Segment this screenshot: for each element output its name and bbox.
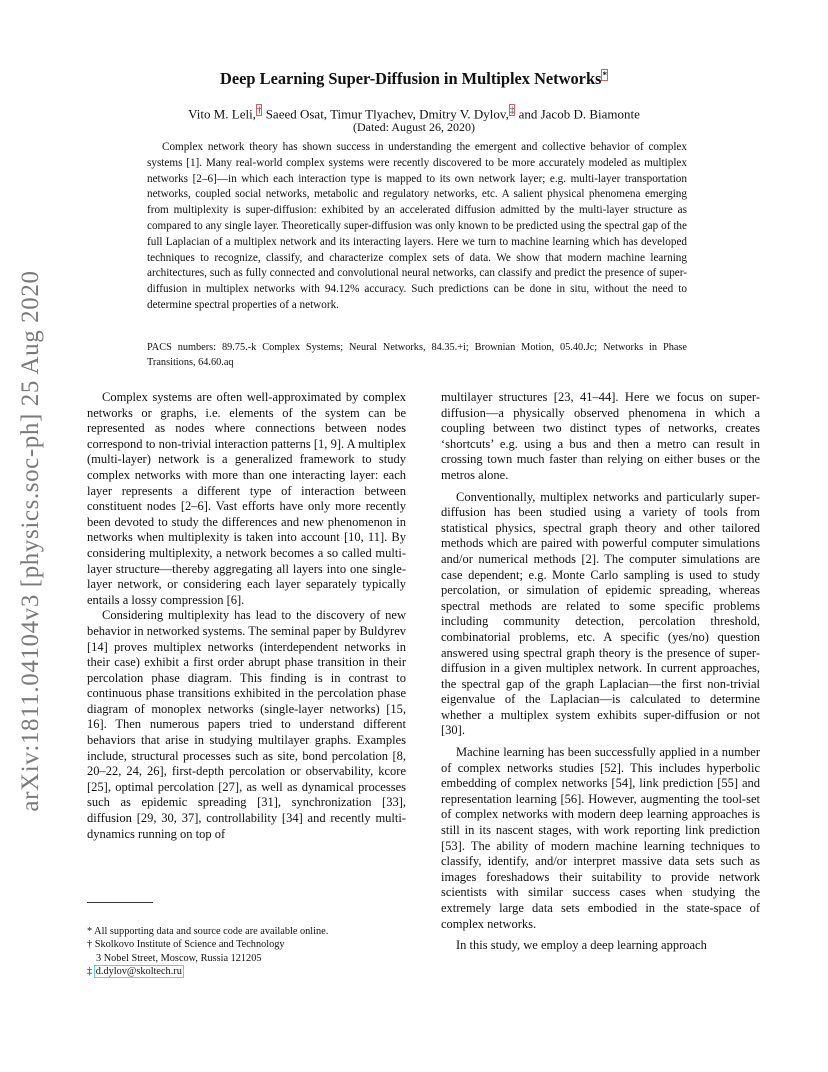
- authors-middle: Saeed Osat, Timur Tlyachev, Dmitry V. Dylov,: [262, 106, 509, 122]
- paragraph: Machine learning has been successfully applied in a number of complex networks studies [52]. This includes hyperbolic embedding of complex networks [54], link prediction [55] and representation learning [56]. However, augmenting the tool-set of complex networks with modern deep learning approaches is still in its nascent stages, with work reporting link prediction [53]. The ability of modern machine learning techniques to classify, identify, and/or interpret massive data sets such as images foreshadows their suitability to provide network scientists with similar success cases when studying the extremely large data sets embodied in the state-space of complex networks.: [441, 745, 760, 931]
- author-dylov-footnote-mark[interactable]: ‡: [509, 105, 515, 115]
- abstract: Complex network theory has shown success in understanding the emergent and collective behavior of complex systems [1]. Many real-world complex systems were recently discovered to be more accurately modeled as multiplex networks [2–6]—in which each interaction type is mapped to its own network layer; e.g. multi-layer transportation networks, coupled social networks, metabolic and regulatory networks, etc. A salient physical phenomena emerging from multiplexity is super-diffusion: exhibited by an accelerated diffusion admitted by the multi-layer structure as compared to any single layer. Theoretically super-diffusion was only known to be predicted using the spectral gap of the full Laplacian of a multiplex network and its interacting layers. Here we turn to machine learning which has developed techniques to recognize, classify, and characterize complex sets of data. We show that modern machine learning architectures, such as fully connected and convolutional neural networks, can classify and predict the presence of super-diffusion in multiplex networks with 94.12% accuracy. Such predictions can be done in situ, without the need to determine spectral properties of a network.: [147, 141, 687, 311]
- paper-title: [90, 69, 738, 89]
- paper-date: (Dated: August 26, 2020): [353, 120, 475, 134]
- paragraph: Conventionally, multiplex networks and particularly super-diffusion has been studied using a variety of tools from statistical physics, spectral graph theory and other tailored methods which are paired with powerful computer simulations and/or numerical methods [2]. The computer simulations are case dependent; e.g. Monte Carlo sampling is used to study percolation, or simulation of epidemic spreading, whereas spectral methods are related to some specific problems including community detection, percolation threshold, combinatorial problems, etc. A specific (yes/no) question answered using spectral graph theory is the presence of super-diffusion in a given multiplex network. In current approaches, the spectral gap of the graph Laplacian—the first non-trivial eigenvalue of the Laplacian—is calculated to determine whether a multiplex system exhibits super-diffusion or not [30].: [441, 489, 760, 738]
- pacs-numbers: PACS numbers: 89.75.-k Complex Systems; Neural Networks, 84.35.+i; Brownian Motion, 05.40.Jc; Networks in Phase Transitions, 64.60.aq: [147, 342, 687, 368]
- paragraph: multilayer structures [23, 41–44]. Here we focus on super-diffusion—a physically observed phenomena in which a coupling between two distinct types of networks, creates ‘shortcuts’ e.g. using a bus and then a metro can result in crossing town much faster than relying on either buses or the metros alone.: [441, 390, 760, 482]
- arxiv-identifier: arXiv:1811.04104v3 [physics.soc-ph] 25 Aug 2020: [17, 270, 44, 812]
- email-link[interactable]: d.dylov@skoltech.ru: [95, 965, 182, 977]
- arxiv-sidebar: [8, 236, 54, 846]
- authors-last: and Jacob D. Biamonte: [515, 106, 640, 122]
- title-footnote-mark[interactable]: *: [602, 69, 607, 80]
- footnote-affiliation: † Skolkovo Institute of Science and Technology: [87, 939, 285, 951]
- paragraph: Considering multiplexity has lead to the discovery of new behavior in networked systems. The seminal paper by Buldyrev [14] proves multiplex networks (interdependent networks in their case) exhibit a first order abrupt phase transition in their percolation phase diagram. This finding is in contrast to continuous phase transitions exhibited in the percolation phase diagram of monoplex networks (single-layer networks) [15, 16]. Then numerous papers tried to understand different behaviors that arise in studying multilayer graphs. Examples include, structural processes such as site, bond percolation [8, 20–22, 24, 26], first-depth percolation or observability, kcore [25], optimal percolation [27], as well as dynamical processes such as epidemic spreading [31], synchronization [33], diffusion [29, 30, 37], controllability [34] and recently multi-dynamics running on top of: [87, 608, 406, 841]
- body-column-right: [441, 390, 760, 954]
- footnote-data-availability: * All supporting data and source code are available online.: [87, 926, 329, 937]
- footnotes: [87, 925, 417, 978]
- footnote-email-mark: ‡: [87, 965, 95, 977]
- paragraph: In this study, we employ a deep learning approach: [456, 938, 707, 953]
- footnote-address: 3 Nobel Street, Moscow, Russia 121205: [96, 952, 262, 964]
- author-1: Vito M. Leli,: [188, 106, 256, 122]
- body-column-left: [87, 390, 406, 842]
- paragraph: Complex systems are often well-approximated by complex networks or graphs, i.e. elements of the system can be represented as nodes where connections between nodes correspond to non-trivial interaction patterns [1, 9]. A multiplex (multi-layer) network is a generalized framework to study complex networks with more than one interacting layer: each layer represents a different type of interaction between constituent nodes [2–6]. Vast efforts have only more recently been devoted to study the differences and new phenomenon in networks when multiplexity is taken into account [10, 11]. By considering multiplexity, a network becomes a so called multi-layer structure—thereby aggregating all layers into one single-layer network, or considering each layer separately typically entails a lossy compression [6].: [87, 390, 406, 607]
- footnote-email-row: [87, 965, 417, 978]
- footnote-divider: [87, 902, 153, 903]
- paper-title-text: Deep Learning Super-Diffusion in Multiplex Networks: [220, 69, 602, 88]
- author-1-footnote-mark[interactable]: †: [256, 105, 262, 115]
